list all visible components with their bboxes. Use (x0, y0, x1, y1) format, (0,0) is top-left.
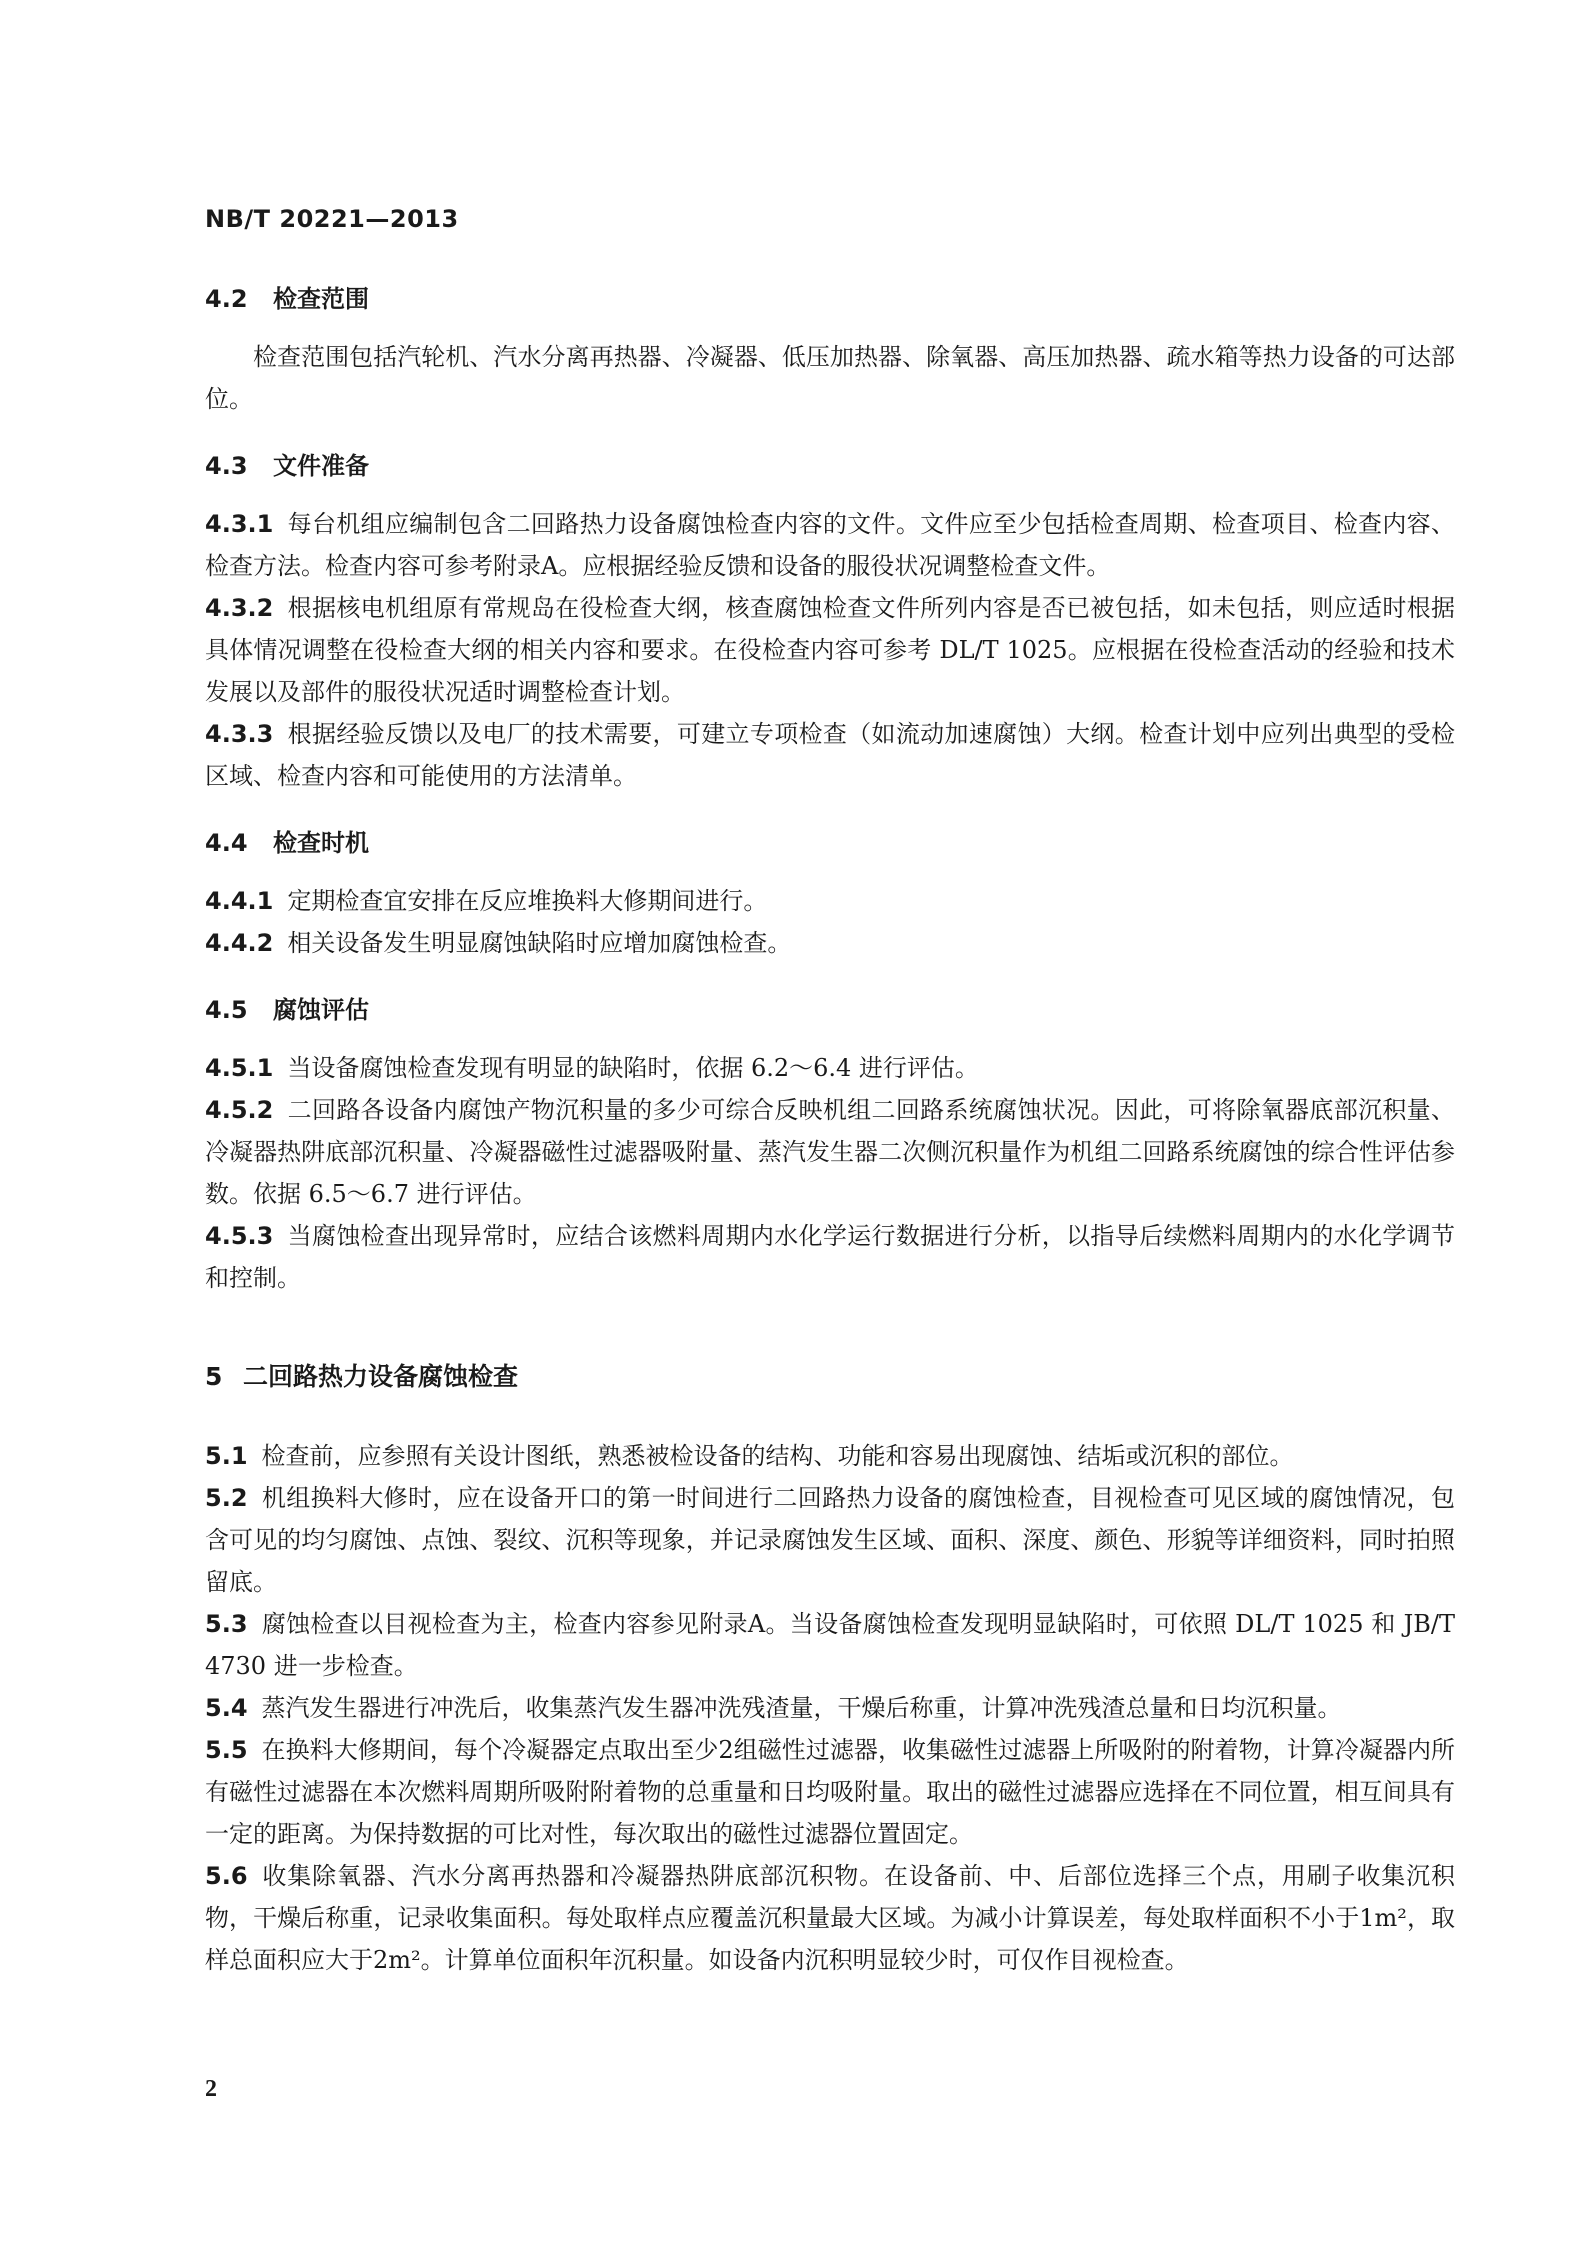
section-body: 检查范围包括汽轮机、汽水分离再热器、冷凝器、低压加热器、除氧器、高压加热器、疏水箱等热力设备的可达部位。 (205, 343, 1455, 413)
section-title: 文件准备 (273, 452, 369, 480)
section-4-5 (205, 990, 1455, 1299)
clause-4-5-1 (205, 1047, 1455, 1089)
clause-4-3-3 (205, 713, 1455, 797)
clause-4-5-3 (205, 1215, 1455, 1299)
clause-5-1 (205, 1435, 1455, 1477)
clause-text: 根据经验反馈以及电厂的技术需要，可建立专项检查（如流动加速腐蚀）大纲。检查计划中应列出典型的受检区域、检查内容和可能使用的方法清单。 (205, 720, 1455, 790)
section-4-3 (205, 446, 1455, 797)
section-heading (205, 990, 1455, 1025)
chapter-title: 二回路热力设备腐蚀检查 (243, 1362, 519, 1391)
section-4-4 (205, 823, 1455, 964)
clause-number: 5.3 (205, 1610, 248, 1638)
clause-4-4-1 (205, 880, 1455, 922)
clause-text: 收集除氧器、汽水分离再热器和冷凝器热阱底部沉积物。在设备前、中、后部位选择三个点，用刷子收集沉积物，干燥后称重，记录收集面积。每处取样点应覆盖沉积量最大区域。为减小计算误差，每处取样面积不小于1m²，取样总面积应大于2m²。计算单位面积年沉积量。如设备内沉积明显较少时，可仅作目视检查。 (205, 1862, 1455, 1974)
clause-number: 4.5.1 (205, 1054, 274, 1082)
clause-text: 机组换料大修时，应在设备开口的第一时间进行二回路热力设备的腐蚀检查，目视检查可见区域的腐蚀情况，包含可见的均匀腐蚀、点蚀、裂纹、沉积等现象，并记录腐蚀发生区域、面积、深度、颜色、形貌等详细资料，同时拍照留底。 (205, 1484, 1455, 1596)
section-4-2 (205, 279, 1455, 420)
clause-text: 二回路各设备内腐蚀产物沉积量的多少可综合反映机组二回路系统腐蚀状况。因此，可将除氧器底部沉积量、冷凝器热阱底部沉积量、冷凝器磁性过滤器吸附量、蒸汽发生器二次侧沉积量作为机组二回路系统腐蚀的综合性评估参数。依据 6.5～6.7 进行评估。 (205, 1096, 1455, 1208)
clause-number: 4.3.2 (205, 594, 274, 622)
section-number: 4.2 (205, 285, 248, 313)
clause-4-4-2 (205, 922, 1455, 964)
clause-5-4 (205, 1687, 1455, 1729)
clause-4-3-1 (205, 503, 1455, 587)
chapter-heading (205, 1357, 1455, 1393)
clause-number: 4.3.3 (205, 720, 274, 748)
clause-number: 5.4 (205, 1694, 248, 1722)
clause-4-3-2 (205, 587, 1455, 713)
clause-text: 根据核电机组原有常规岛在役检查大纲，核查腐蚀检查文件所列内容是否已被包括，如未包括，则应适时根据具体情况调整在役检查大纲的相关内容和要求。在役检查内容可参考 DL/T 1025。应根据在役检查活动的经验和技术发展以及部件的服役状况适时调整检查计划。 (205, 594, 1455, 706)
section-heading (205, 446, 1455, 481)
clause-5-2 (205, 1477, 1455, 1603)
clause-number: 5.1 (205, 1442, 248, 1470)
clause-text: 腐蚀检查以目视检查为主，检查内容参见附录A。当设备腐蚀检查发现明显缺陷时，可依照 DL/T 1025 和 JB/T 4730 进一步检查。 (205, 1610, 1455, 1680)
page-number: 2 (205, 2076, 217, 2102)
section-5 (205, 1357, 1455, 1981)
clause-number: 4.3.1 (205, 510, 274, 538)
clause-text: 检查前，应参照有关设计图纸，熟悉被检设备的结构、功能和容易出现腐蚀、结垢或沉积的部位。 (261, 1442, 1294, 1470)
clause-4-5-2 (205, 1089, 1455, 1215)
section-title: 检查时机 (273, 829, 369, 857)
clause-text: 每台机组应编制包含二回路热力设备腐蚀检查内容的文件。文件应至少包括检查周期、检查项目、检查内容、检查方法。检查内容可参考附录A。应根据经验反馈和设备的服役状况调整检查文件。 (205, 510, 1455, 580)
section-number: 4.5 (205, 996, 248, 1024)
clause-text: 当腐蚀检查出现异常时，应结合该燃料周期内水化学运行数据进行分析，以指导后续燃料周期内的水化学调节和控制。 (205, 1222, 1455, 1292)
clause-number: 5.6 (205, 1862, 248, 1890)
clause-5-5 (205, 1729, 1455, 1855)
section-title: 腐蚀评估 (273, 996, 369, 1024)
clause-text: 当设备腐蚀检查发现有明显的缺陷时，依据 6.2～6.4 进行评估。 (287, 1054, 979, 1082)
document-page (205, 205, 1455, 1997)
clause-number: 4.4.1 (205, 887, 274, 915)
clause-text: 定期检查宜安排在反应堆换料大修期间进行。 (287, 887, 768, 915)
clause-5-6 (205, 1855, 1455, 1981)
clause-text: 在换料大修期间，每个冷凝器定点取出至少2组磁性过滤器，收集磁性过滤器上所吸附的附着物，计算冷凝器内所有磁性过滤器在本次燃料周期所吸附附着物的总重量和日均吸附量。取出的磁性过滤器应选择在不同位置，相互间具有一定的距离。为保持数据的可比对性，每次取出的磁性过滤器位置固定。 (205, 1736, 1455, 1848)
clause-number: 4.4.2 (205, 929, 274, 957)
section-heading (205, 279, 1455, 314)
section-title: 检查范围 (273, 285, 369, 313)
clause-number: 4.5.3 (205, 1222, 274, 1250)
clause-number: 5.2 (205, 1484, 248, 1512)
section-heading (205, 823, 1455, 858)
chapter-number: 5 (205, 1362, 223, 1391)
clause-text: 相关设备发生明显腐蚀缺陷时应增加腐蚀检查。 (287, 929, 792, 957)
clause-number: 4.5.2 (205, 1096, 274, 1124)
doc-code-header: NB/T 20221—2013 (205, 205, 459, 233)
clause-5-3 (205, 1603, 1455, 1687)
clause-text: 蒸汽发生器进行冲洗后，收集蒸汽发生器冲洗残渣量，干燥后称重，计算冲洗残渣总量和日均沉积量。 (261, 1694, 1342, 1722)
section-number: 4.4 (205, 829, 248, 857)
section-number: 4.3 (205, 452, 248, 480)
clause-number: 5.5 (205, 1736, 248, 1764)
